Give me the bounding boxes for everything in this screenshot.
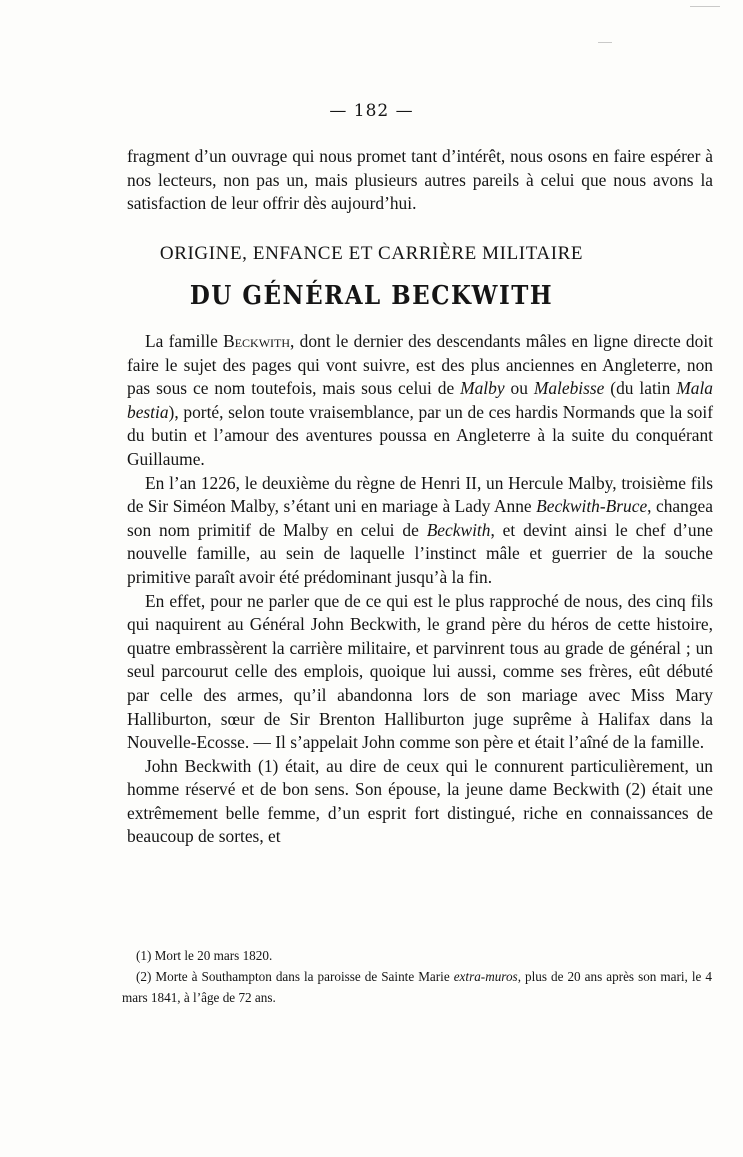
paragraph-john-beckwith: John Beckwith (1) était, au dire de ceux qui le connurent particulièrement, un homme réservé et de bon sens. Son épouse, la jeune dame Beckwith (2) était une extrêmement belle femme, d’un esprit fort distingué, riche en connaissances de beaucoup de sortes, et	[127, 755, 713, 847]
section-title: DU GÉNÉRAL BECKWITH	[189, 279, 554, 312]
text-run: ), porté, selon toute vraisemblance, par un de ces hardis Normands que la soif du butin et l’amour des aventures poussa en Angleterre à la suite du conquérant Guillaume.	[127, 401, 713, 469]
paragraph-family-origin	[127, 330, 713, 472]
text-run: (2) Morte à Southampton dans la paroisse de Sainte Marie	[136, 969, 454, 984]
section-heading: ORIGINE, ENFANCE ET CARRIÈRE MILITAIRE	[159, 243, 584, 264]
text-run: ou	[504, 378, 534, 399]
scan-speck-top	[598, 42, 612, 43]
paragraph-military-sons: En effet, pour ne parler que de ce qui est le plus rapproché de nous, des cinq fils qui naquirent au Général John Beckwith, le grand père du héros de cette histoire, quatre embrassèrent la carrière militaire, et parvinrent tous au grade de général ; un seul parcourut celle des emplois, quoique lui aussi, comme ses frères, eût débuté par celle des armes, qu’il abandonna lors de son mariage avec Miss Mary Halliburton, sœur de Sir Brenton Halliburton juge suprême à Halifax dans la Nouvelle-Ecosse. — Il s’appelait John comme son père et était l’aîné de la famille.	[127, 590, 713, 753]
italic-latin-phrase: Mala bestia	[127, 378, 713, 422]
text-run: , et devint ainsi le chef d’une nouvelle famille, au sein de laquelle l’instinct mâle et guerrier de la souche primitive paraît avoir été prédominant jusqu’à la fin.	[127, 519, 713, 587]
footnotes	[122, 945, 712, 1008]
footnote-1: (1) Mort le 20 mars 1820.	[136, 948, 273, 963]
page-number: — 182 —	[329, 101, 414, 121]
text-run: En l’an 1226, le deuxième du règne de Henri II, un Hercule Malby, troisième fils de Sir Siméon Malby, s’étant uni en mariage à Lady Anne	[127, 472, 713, 517]
italic-name-malby: Malby	[460, 378, 505, 399]
intro-paragraph: fragment d’un ouvrage qui nous promet tant d’intérêt, nous osons en faire espérer à nos lecteurs, non pas un, mais plusieurs autres pareils à celui que nous avons la satisfaction de leur offrir dès aujourd’hui.	[127, 146, 713, 214]
text-run: , changea son nom primitif de Malby en celui de	[127, 496, 713, 540]
italic-name-beckwith: Beckwith	[426, 519, 491, 540]
text-run: , plus de 20 ans après son mari, le 4 mars 1841, à l’âge de 72 ans.	[122, 969, 712, 1005]
footnote-2	[122, 966, 712, 1008]
text-run: , dont le dernier des descendants mâles en ligne directe doit faire le sujet des pages qui vont suivre, est des plus anciennes en Angleterre, non pas sous ce nom toutefois, mais sous celui de	[127, 331, 713, 399]
text-run: (du latin	[604, 378, 677, 399]
text-run: La famille	[145, 331, 224, 351]
family-name-smallcaps: Beckwith	[223, 331, 291, 351]
paragraph-year-1226	[127, 472, 713, 590]
italic-extra-muros: extra-muros	[453, 969, 518, 984]
scan-speck-top-2	[690, 6, 720, 7]
italic-name-beckwith-bruce: Beckwith-Bruce	[536, 496, 648, 517]
body-text	[127, 330, 713, 849]
italic-name-malebisse: Malebisse	[533, 378, 605, 399]
